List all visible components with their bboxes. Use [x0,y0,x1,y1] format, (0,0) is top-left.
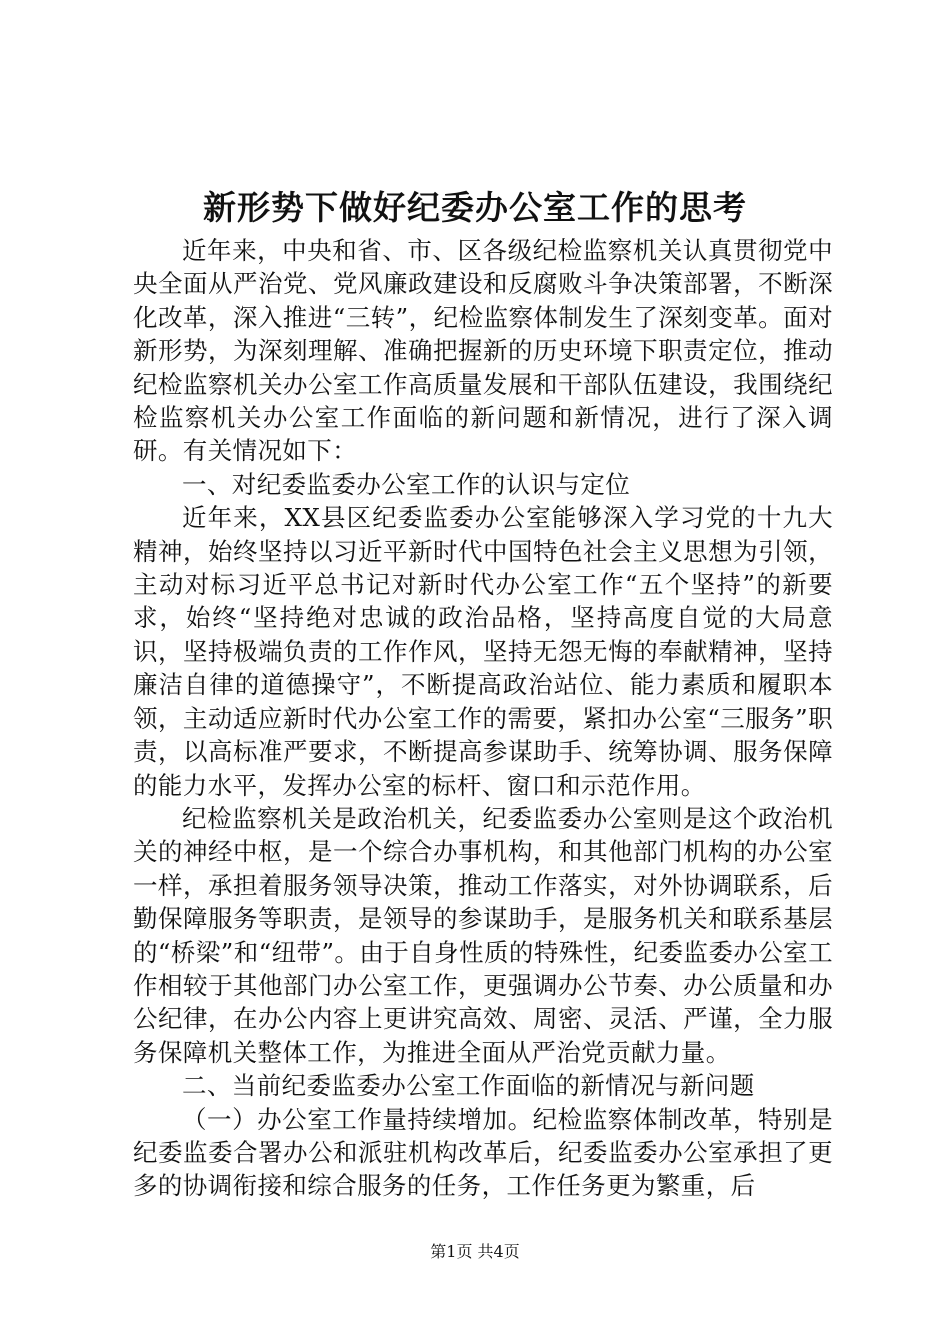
paragraph-section-2a: （一）办公室工作量持续增加。纪检监察体制改革，特别是纪委监委合署办公和派驻机构改革后，纪委监委办公室承担了更多的协调衔接和综合服务的任务，工作任务更为繁重，后 [133,1104,833,1201]
paragraph-section-1b: 纪检监察机关是政治机关，纪委监委办公室则是这个政治机关的神经中枢，是一个综合办事机构，和其他部门机构的办公室一样，承担着服务领导决策，推动工作落实，对外协调联系，后勤保障服务等职责，是领导的参谋助手，是服务机关和联系基层的“桥梁”和“纽带”。由于自身性质的特殊性，纪委监委办公室工作相较于其他部门办公室工作，更强调办公节奏、办公质量和办公纪律，在办公内容上更讲究高效、周密、灵活、严谨，全力服务保障机关整体工作，为推进全面从严治党贡献力量。 [133,803,833,1067]
page-footer: 第1页 共4页 [430,1242,520,1261]
paragraph-intro: 近年来，中央和省、市、区各级纪检监察机关认真贯彻党中央全面从严治党、党风廉政建设和反腐败斗争决策部署，不断深化改革，深入推进“三转”，纪检监察体制发生了深刻变革。面对新形势，为深刻理解、准确把握新的历史环境下职责定位，推动纪检监察机关办公室工作高质量发展和干部队伍建设，我围绕纪检监察机关办公室工作面临的新问题和新情况，进行了深入调研。有关情况如下： [133,236,833,466]
document-title: 新形势下做好纪委办公室工作的思考 [203,188,747,227]
paragraph-section-1a: 近年来，XX县区纪委监委办公室能够深入学习党的十九大精神，始终坚持以习近平新时代中国特色社会主义思想为引领，主动对标习近平总书记对新时代办公室工作“五个坚持”的新要求，始终“坚持绝对忠诚的政治品格，坚持高度自觉的大局意识，坚持极端负责的工作作风，坚持无怨无悔的奉献精神，坚持廉洁自律的道德操守”，不断提高政治站位、能力素质和履职本领，主动适应新时代办公室工作的需要，紧扣办公室“三服务”职责，以高标准严要求，不断提高参谋助手、统筹协调、服务保障的能力水平，发挥办公室的标杆、窗口和示范作用。 [133,503,833,800]
section-heading-1: 一、对纪委监委办公室工作的认识与定位 [182,469,631,499]
section-heading-2: 二、当前纪委监委办公室工作面临的新情况与新问题 [182,1071,755,1101]
document-body [133,234,833,1203]
